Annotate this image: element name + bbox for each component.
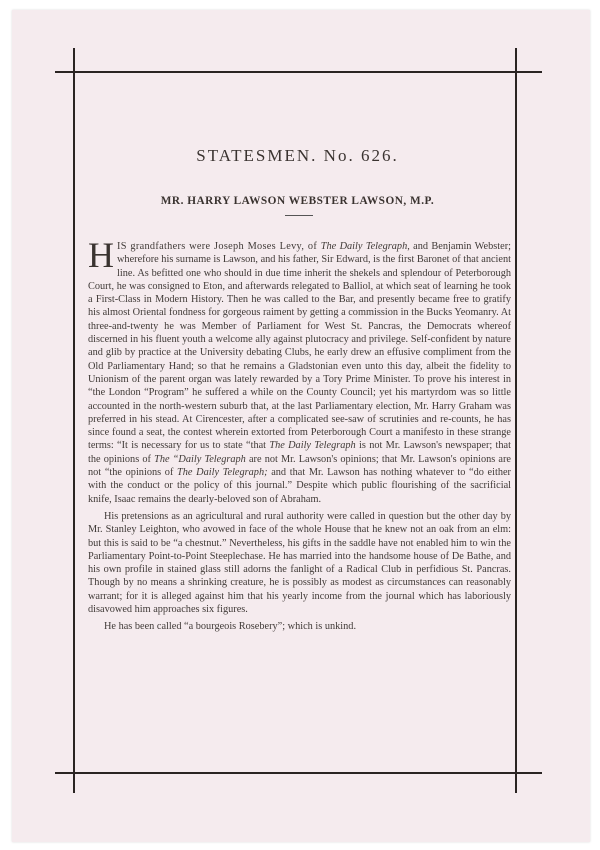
paragraph-3: He has been called “a bourgeois Rosebery”; which is unkind. [104,621,357,633]
subtitle-divider [285,215,313,216]
top-border-rule [55,71,542,73]
bottom-border-rule [55,772,542,774]
page-title: STATESMEN. No. 626. [196,146,399,165]
paragraph-1: HIS grandfathers were Joseph Moses Levy, of The Daily Telegraph, and Benjamin Webster; wherefore his surname is Lawson, and his father, Sir Edward, is the first Baronet of that ancient line. As befitted one who should in due time inherit the shekels and splendour of Peterborough Court, he was consigned to Eton, and afterwards relegated to Balliol, at which seat of learning he took a First-Class in Modern History. Then he was called to the Bar, and presently became free to gratify his almost Oriental fondness for gorgeous raiment by getting a commission in the Bucks Yeomanry. At three-and-twenty he was Member of Parliament for West St. Pancras, the Democrats whereof discerned in his fluent youth a welcome ally against plutocracy and privilege. Self-confident by nature and glib by practice at the University debating Clubs, he early drew an effusive compliment from the Old Parliamentary Hand; so that he remains a Gladstonian even unto this day, albeit the fidelity to Unionism of the parent organ was lately rewarded by a Tory Prime Minister. To prove his interest in “the London “Program” he suffered a while on the County Council; yet his martyrdom was so little accounted in the north-western suburb that, at the last Parliamentary election, Mr. Harry Graham was preferred in his stead. At Cirencester, after a complicated see-saw of scrutinies and re-counts, he has since found a seat, the contest wherein extorted from Peterborough Court a manifesto in these strange terms: “It is necessary for us to state “that The Daily Telegraph is not Mr. Lawson's newspaper; that the opinions of The “Daily Telegraph are not Mr. Lawson's opinions; that Mr. Lawson's opinions are not “the opinions of The Daily Telegraph; and that Mr. Lawson has nothing whatever to “do either with the conduct or the policy of this journal.” Despite which public flourishing of the sacrificial knife, Isaac remains the dearly-beloved son of Abraham. [88,235,511,505]
article-body [88,235,511,634]
article-subtitle: MR. HARRY LAWSON WEBSTER LAWSON, M.P. [160,195,435,207]
paragraph-2: His pretensions as an agricultural and rural authority were called in question but the other day by Mr. Stanley Leighton, who avowed in face of the whole House that he knew not an oak from an elm: but this is said to be “a chestnut.” Nevertheless, his gifts in the saddle have not enabled him to win the Parliamentary Point-to-Point Steeplechase. He has married into the handsome house of De Bathe, and his own profile in stained glass still adorns the fanlight of a Radical Club in perfidious St. Pancras. Though by no means a shrinking creature, he is possibly as modest as circumstances can reasonably warrant; for it is alleged against him that his yearly income from the journal which has laboriously disavowed him approaches six figures. [88,510,511,616]
drop-cap: H [88,235,114,275]
